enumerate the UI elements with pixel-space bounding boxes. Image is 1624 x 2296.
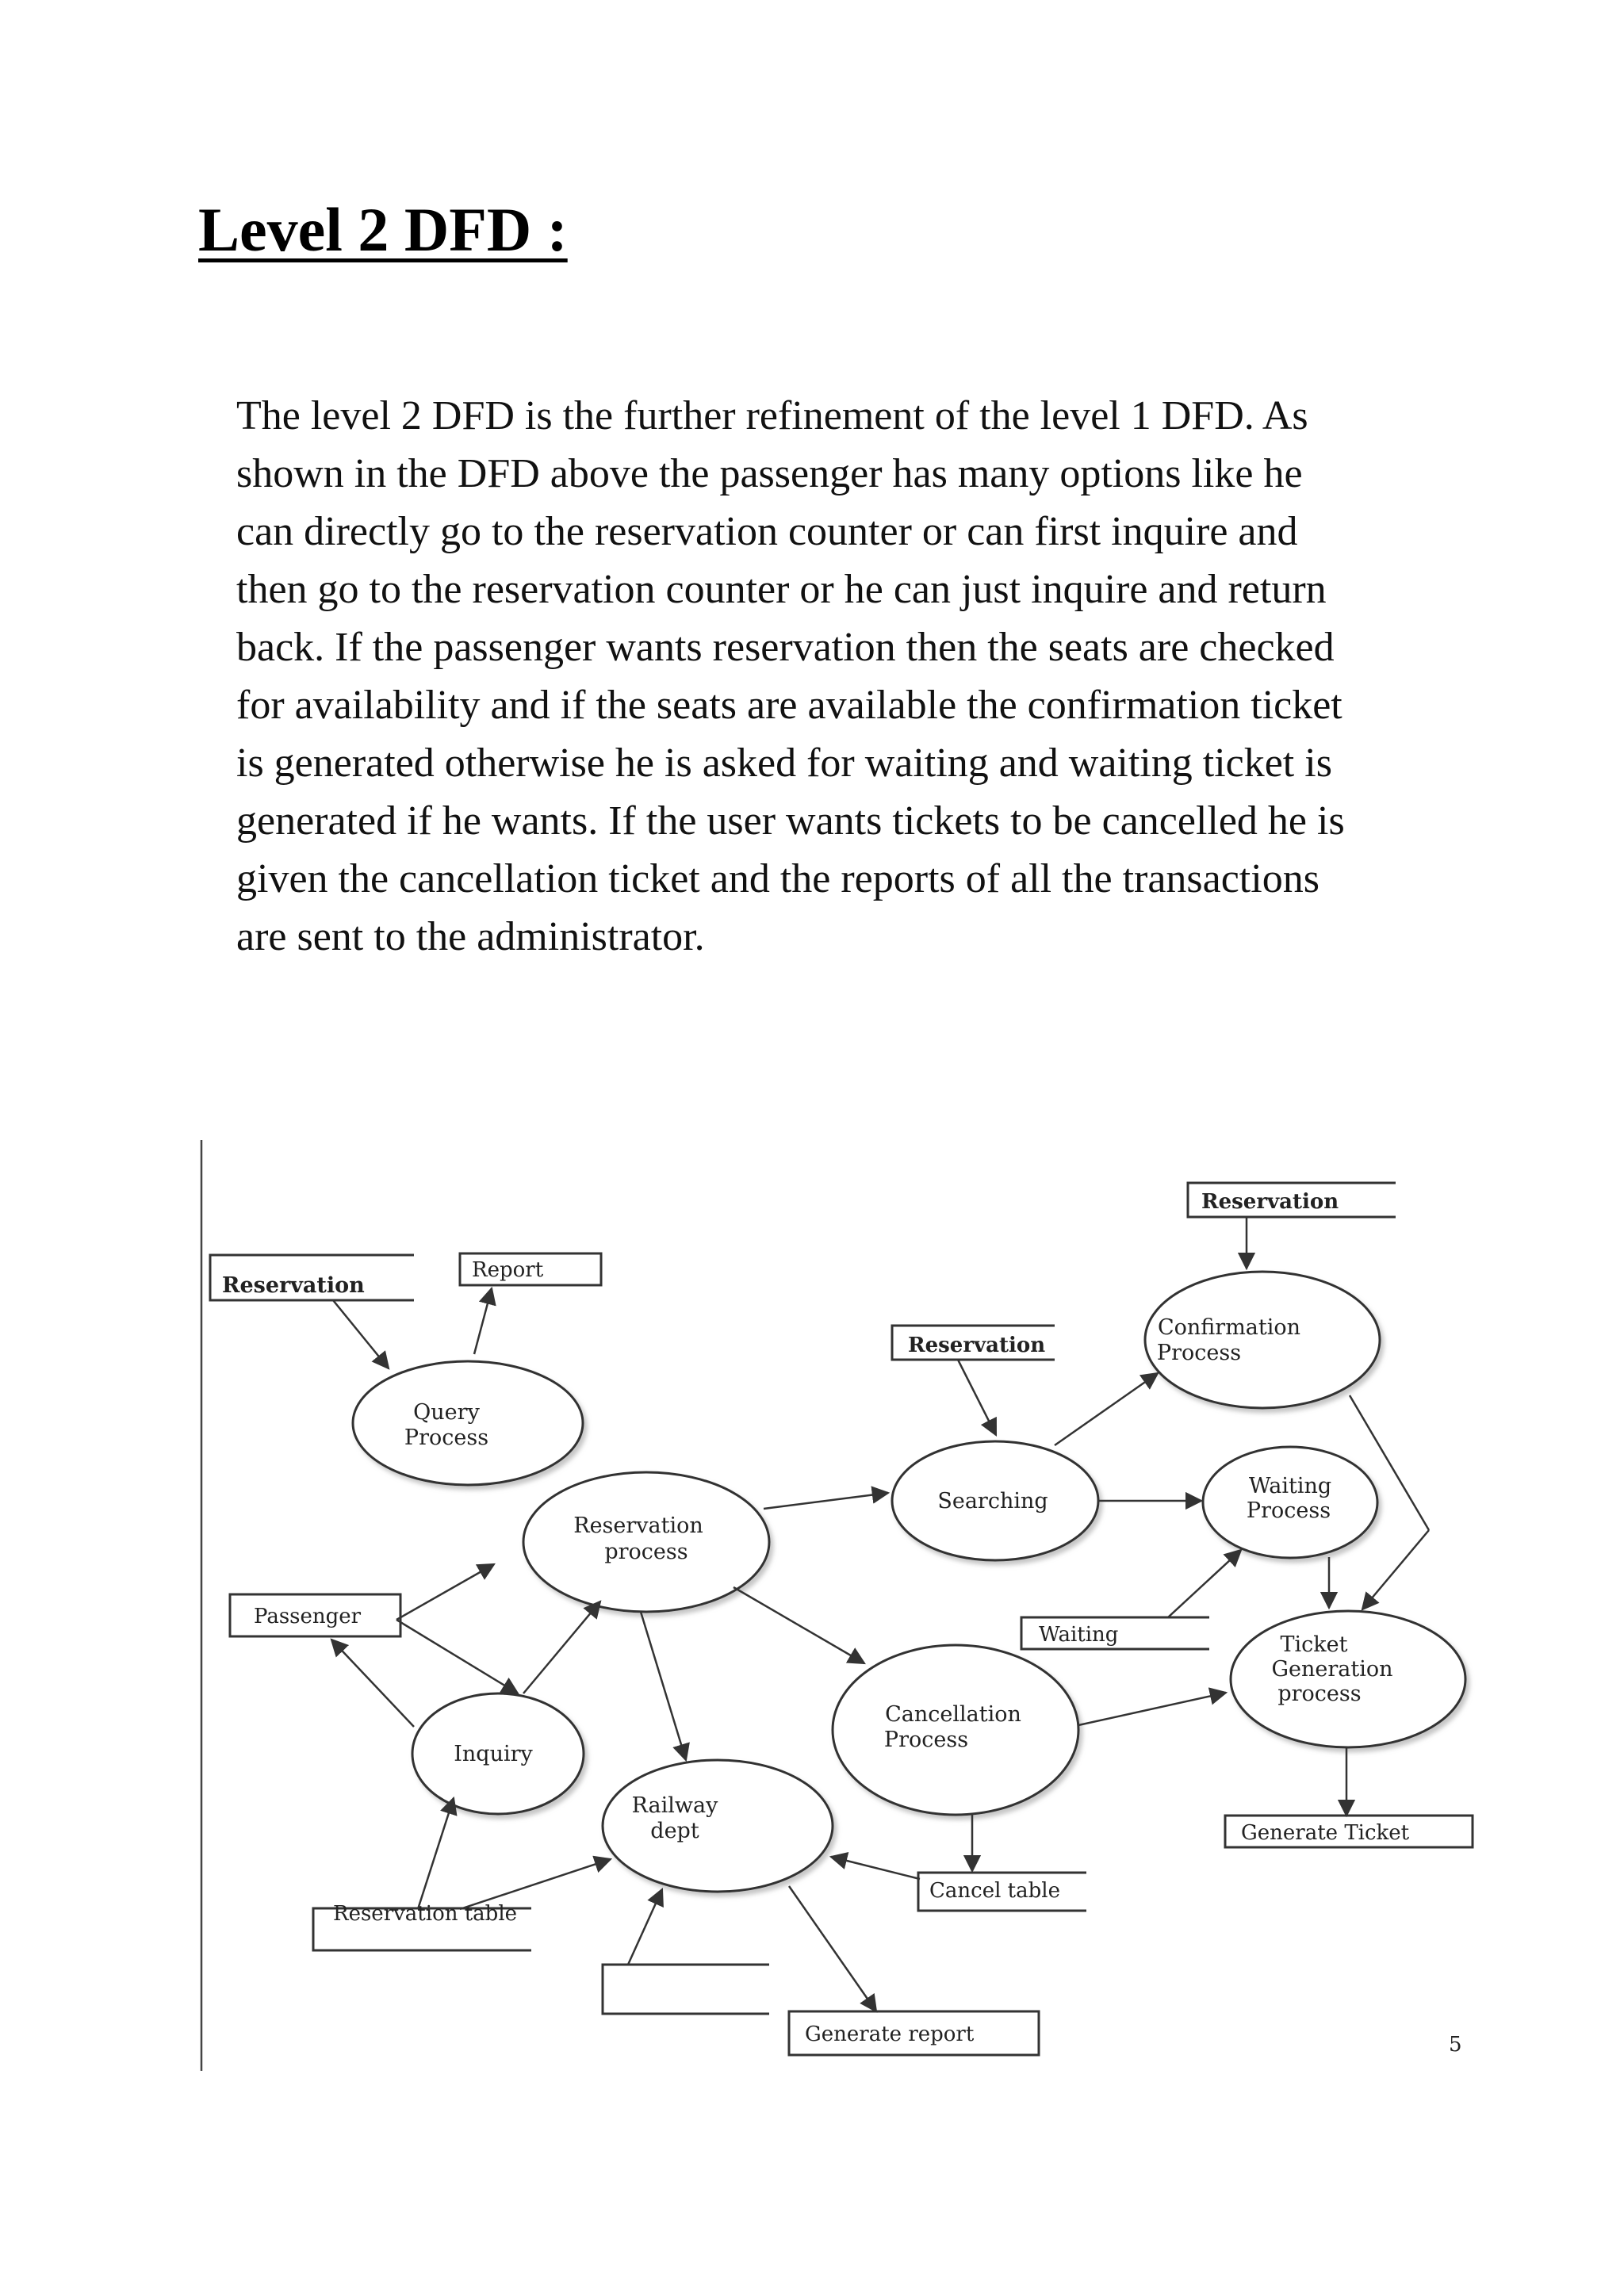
paragraph-line: The level 2 DFD is the further refinement of the level 1 DFD. As — [236, 393, 1308, 438]
reservation-store-top — [1188, 1183, 1396, 1217]
railway-dept-label: Railway — [631, 1793, 718, 1818]
ticket-generation-label: Ticket — [1280, 1632, 1348, 1657]
blank-store — [603, 1965, 769, 2014]
store-label: Report — [472, 1258, 544, 1282]
store-label: Generate Ticket — [1241, 1821, 1410, 1845]
paragraph-line: for availability and if the seats are available the confirmation ticket — [236, 683, 1342, 728]
flow-arrow — [418, 1798, 454, 1909]
cancel-table-store — [918, 1873, 1086, 1911]
flow-arrow — [460, 1859, 611, 1909]
reservation-store-left — [210, 1255, 414, 1300]
paragraph-line: are sent to the administrator. — [236, 914, 705, 959]
flow-arrow — [1168, 1550, 1241, 1617]
flow-arrow — [1078, 1693, 1226, 1725]
store-label: Reservation — [222, 1273, 365, 1298]
paragraph-line: back. If the passenger wants reservation then the seats are checked — [236, 625, 1335, 670]
flow-arrow — [958, 1360, 996, 1435]
searching-process-label: Searching — [937, 1489, 1048, 1513]
confirmation-process-label: Process — [1156, 1341, 1242, 1365]
inquiry-process — [412, 1693, 584, 1814]
ticket-generation-process — [1231, 1611, 1465, 1747]
reservation-process-label: process — [604, 1540, 688, 1564]
ticket-generation-label: process — [1277, 1682, 1362, 1706]
reservation-process-label: Reservation — [573, 1513, 703, 1538]
flow-arrow — [396, 1620, 518, 1693]
paragraph-line: generated if he wants. If the user wants tickets to be cancelled he is — [236, 798, 1345, 844]
paragraph-line: is generated otherwise he is asked for waiting and waiting ticket is — [236, 740, 1332, 786]
reservation-process — [523, 1472, 769, 1612]
flow-arrow — [1362, 1530, 1429, 1609]
paragraph-line: shown in the DFD above the passenger has many options like he — [236, 451, 1303, 496]
waiting-process-label: Process — [1246, 1498, 1331, 1523]
flow-arrow — [333, 1300, 389, 1368]
reservation-table-store — [313, 1902, 531, 1950]
query-process-label: Query — [413, 1400, 480, 1425]
paragraph-line: then go to the reservation counter or he can just inquire and return — [236, 567, 1327, 612]
flow-arrow — [1055, 1373, 1158, 1445]
flow-arrow — [831, 1857, 920, 1879]
passenger-store — [230, 1594, 400, 1636]
waiting-store — [1021, 1617, 1209, 1649]
page-heading: Level 2 DFD : — [198, 195, 568, 264]
cancellation-process — [833, 1645, 1078, 1815]
page-number: 5 — [1449, 2033, 1462, 2057]
waiting-process-label: Waiting — [1248, 1474, 1332, 1498]
store-label: Passenger — [254, 1605, 362, 1628]
flow-arrow — [474, 1288, 492, 1354]
query-process-label: Process — [404, 1425, 489, 1450]
reservation-store-mid — [892, 1326, 1055, 1360]
confirmation-process-label: Confirmation — [1157, 1315, 1301, 1340]
waiting-process — [1203, 1447, 1377, 1558]
store-label: Waiting — [1039, 1623, 1119, 1647]
store-label: Reservation — [908, 1334, 1046, 1357]
inquiry-process-label: Inquiry — [454, 1742, 533, 1766]
flow-arrow — [628, 1889, 662, 1965]
flow-arrow — [789, 1886, 876, 2011]
confirmation-process — [1145, 1272, 1380, 1408]
store-label: Cancel table — [929, 1879, 1060, 1903]
store-label: Generate report — [805, 2022, 975, 2046]
paragraph-line: given the cancellation ticket and the reports of all the transactions — [236, 856, 1320, 901]
report-store — [460, 1253, 601, 1285]
flow-arrow — [641, 1612, 686, 1760]
generate-ticket-store — [1225, 1816, 1473, 1847]
flow-arrow — [764, 1493, 888, 1509]
generate-report-store — [789, 2011, 1039, 2055]
railway-dept-process — [603, 1760, 833, 1892]
flow-arrow — [733, 1587, 864, 1663]
flow-arrow — [331, 1640, 414, 1727]
query-process — [353, 1361, 583, 1485]
store-label: Reservation — [1201, 1190, 1339, 1214]
cancellation-process-label: Process — [883, 1728, 969, 1752]
flow-arrow — [396, 1564, 494, 1620]
ticket-generation-label: Generation — [1271, 1657, 1393, 1682]
cancellation-process-label: Cancellation — [885, 1702, 1021, 1727]
searching-process — [892, 1441, 1098, 1560]
paragraph-line: can directly go to the reservation counter or can first inquire and — [236, 509, 1298, 554]
store-label: Reservation table — [333, 1902, 518, 1926]
flow-arrow — [523, 1601, 600, 1693]
railway-dept-label: dept — [650, 1819, 699, 1843]
